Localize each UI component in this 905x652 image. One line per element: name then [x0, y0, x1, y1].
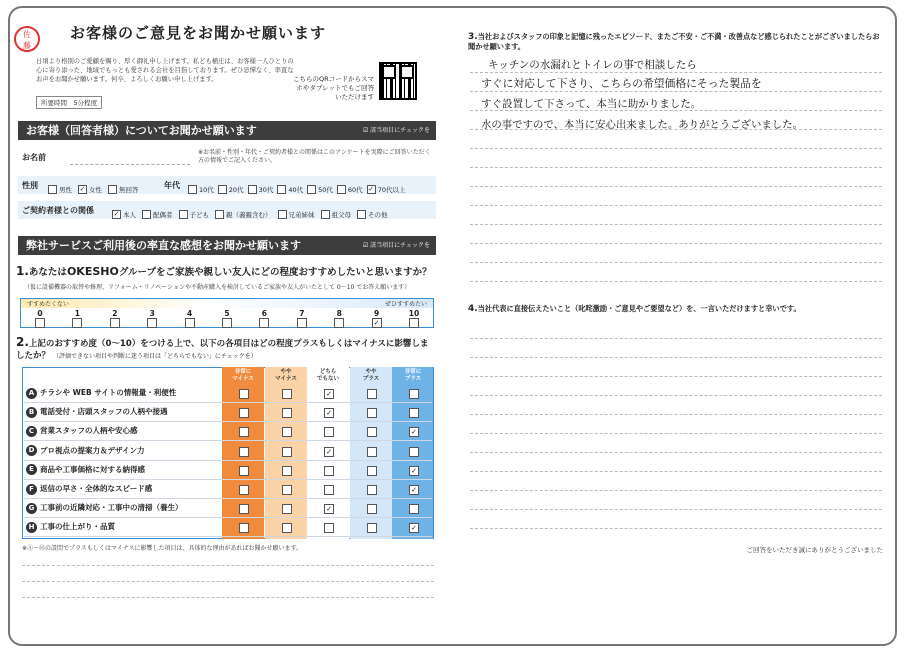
q1-text-pre: あなたは: [28, 267, 67, 278]
q2-title: [16, 336, 436, 363]
rating-checkbox[interactable]: [409, 389, 419, 399]
rating-checkbox[interactable]: [282, 447, 292, 457]
age-label: 年代: [164, 181, 180, 190]
rating-checkbox[interactable]: [282, 389, 292, 399]
answer-line: [470, 357, 882, 358]
checkbox[interactable]: [357, 210, 366, 219]
section1-header: [18, 121, 436, 140]
rating-checkbox[interactable]: [367, 504, 377, 514]
stamp-char: 藤: [23, 41, 31, 50]
answer-line: [470, 186, 882, 187]
rating-checkbox[interactable]: [239, 466, 249, 476]
gender-label: 性別: [22, 181, 38, 190]
checkbox-label: 40代: [288, 186, 304, 194]
checkbox-label: 70代以上: [377, 186, 406, 194]
answer-line: [470, 452, 882, 453]
answer-line: [470, 414, 882, 415]
answer-line: [470, 148, 882, 149]
rating-checkbox[interactable]: [324, 466, 334, 476]
item-label: 工事前の近隣対応・工事中の清掃（養生）: [40, 503, 183, 513]
q4-text: 当社代表に直接伝えたいこと（叱咤激励・ご意見やご要望など）を、一言いただけますと幸いです。: [477, 304, 801, 313]
rating-checkbox[interactable]: [409, 408, 419, 418]
rating-checkbox[interactable]: ✓: [324, 447, 334, 457]
q2-number: 2.: [16, 335, 29, 349]
section1-note: ☑ 該当項目にチェックを: [362, 127, 430, 134]
rating-checkbox[interactable]: [324, 485, 334, 495]
checkbox-label: 配偶者: [153, 211, 173, 219]
stamp-char: 佐: [23, 30, 31, 39]
rating-item: [26, 463, 145, 477]
item-letter-badge: B: [26, 407, 37, 418]
rating-checkbox[interactable]: [282, 485, 292, 495]
q1-subtext: （仮に設備機器の取替や修理、リフォーム・リノベーションや不動産購入を検討しているご家族や友人がいたとして 0〜10 でお答え願います）: [24, 284, 411, 291]
form-title: お客様のご意見をお聞かせ願います: [70, 24, 327, 42]
rating-checkbox[interactable]: ✓: [324, 408, 334, 418]
scale-checkbox[interactable]: [334, 318, 344, 328]
checkbox-label: 兄弟姉妹: [288, 211, 315, 219]
answer-line: [470, 224, 882, 225]
stamp-seal: [14, 26, 40, 52]
row-divider: [24, 479, 432, 480]
answer-line: [470, 338, 882, 339]
checkbox-label: 20代: [228, 186, 244, 194]
item-letter-badge: E: [26, 464, 37, 475]
scale-number: 6: [261, 309, 267, 318]
rating-item: [26, 482, 152, 496]
rating-checkbox[interactable]: [239, 408, 249, 418]
checkbox-label: 子ども: [189, 211, 209, 219]
checkbox[interactable]: [188, 185, 197, 194]
item-label: 商品や工事価格に対する納得感: [40, 464, 145, 474]
rating-column-header: やや プラス: [362, 369, 380, 382]
item-label: 営業スタッフの人柄や安心感: [40, 426, 138, 436]
checkbox-label: その他: [368, 211, 388, 219]
checkbox[interactable]: [321, 210, 330, 219]
row-divider: [24, 536, 432, 537]
rating-item: [26, 501, 183, 515]
checkbox[interactable]: [218, 185, 227, 194]
row-divider: [24, 421, 432, 422]
intro-text: 日頃より格別のご愛顧を賜り、厚く御礼申し上げます。私ども桶庄は、お客様一人ひとりの心に寄り添った、地域でもっとも愛される会社を目指しております。ぜひ忌憚なく、率直なお声をお聞かせ願います。何卒、よろしくお願い申し上げます。: [36, 58, 294, 83]
q1-number: 1.: [16, 264, 29, 278]
answer-line: [470, 281, 882, 282]
scale-number: 10: [408, 309, 420, 318]
checkbox[interactable]: [215, 210, 224, 219]
item-label: 電話受付・店頭スタッフの人柄や接遇: [40, 407, 168, 417]
item-label: チラシや WEB サイトの情報量・利便性: [40, 388, 177, 397]
checkbox[interactable]: [277, 185, 286, 194]
rating-column-header: やや マイナス: [275, 369, 297, 382]
answer-line: [470, 376, 882, 377]
rating-column-header: 非常に マイナス: [232, 369, 254, 382]
age-options: [188, 179, 409, 198]
row-divider: [24, 498, 432, 499]
checkbox[interactable]: [142, 210, 151, 219]
rating-checkbox[interactable]: ✓: [409, 485, 419, 495]
rating-checkbox[interactable]: ✓: [409, 466, 419, 476]
scale-checkbox[interactable]: [297, 318, 307, 328]
checkbox-label: 無回答: [119, 186, 139, 194]
scale-checkbox[interactable]: [72, 318, 82, 328]
rating-checkbox[interactable]: ✓: [324, 389, 334, 399]
scale-number: 7: [299, 309, 305, 318]
item-label: 工事の仕上がり・品質: [40, 522, 115, 532]
answer-line: [22, 581, 434, 582]
rating-checkbox[interactable]: [367, 485, 377, 495]
item-letter-badge: D: [26, 445, 37, 456]
item-label: プロ視点の提案力＆デザイン力: [40, 445, 145, 455]
answer-line: [470, 167, 882, 168]
gender-options: [48, 179, 145, 198]
scale-right-label: ぜひすすめたい: [384, 301, 427, 308]
answer-line: [470, 262, 882, 263]
q2-subtext: （評価できない項目や判断に迷う項目は「どちらでもない」にチェックを）: [52, 353, 257, 360]
rating-checkbox[interactable]: [367, 389, 377, 399]
checkbox-label: 30代: [258, 186, 274, 194]
rating-checkbox[interactable]: [282, 523, 292, 533]
item-letter-badge: F: [26, 484, 37, 495]
answer-line: [22, 597, 434, 598]
rating-checkbox[interactable]: [282, 408, 292, 418]
brand-name: OKESHO: [66, 265, 119, 278]
name-field[interactable]: [70, 164, 190, 165]
checkbox-label: 男性: [59, 186, 72, 194]
q1-title: [16, 264, 432, 278]
rating-item: [26, 520, 115, 534]
relation-label: ご契約者様との関係: [22, 206, 94, 215]
scale-checkbox[interactable]: [409, 318, 419, 328]
section2-title: 弊社サービスご利用後の率直な感想をお聞かせ願います: [26, 239, 301, 252]
q3-title: [468, 32, 884, 52]
qr-caption: こちらのQRコードからスマホやタブレットでもご回答いただけます: [292, 75, 374, 101]
checkbox[interactable]: [108, 185, 117, 194]
section2-header: [18, 236, 436, 255]
rating-item: [26, 386, 176, 400]
answer-line: [470, 433, 882, 434]
rating-checkbox[interactable]: [409, 504, 419, 514]
checkbox-label: 女性: [89, 186, 102, 194]
rating-checkbox[interactable]: [367, 447, 377, 457]
answer-line: [470, 72, 882, 73]
scale-checkbox[interactable]: [222, 318, 232, 328]
rating-checkbox[interactable]: [282, 427, 292, 437]
scale-checkbox[interactable]: ✓: [372, 318, 382, 328]
q1-text-post: グループをご家族や親しい友人にどの程度おすすめしたいと思いますか？: [118, 267, 432, 278]
rating-item: [26, 444, 144, 458]
checkbox-label: 祖父母: [331, 211, 351, 219]
checkbox[interactable]: [337, 185, 346, 194]
name-label: お名前: [22, 153, 46, 162]
rating-column-header: 非常に プラス: [404, 369, 422, 382]
rating-checkbox[interactable]: [324, 523, 334, 533]
answer-line: [470, 509, 882, 510]
rating-checkbox[interactable]: [282, 504, 292, 514]
item-label: 返信の早さ・全体的なスピード感: [40, 484, 153, 493]
item-letter-badge: G: [26, 503, 37, 514]
rating-checkbox[interactable]: [367, 466, 377, 476]
handwritten-answer-line: キッチンの水漏れとトイレの事で相談したら: [488, 59, 697, 71]
answer-line: [470, 243, 882, 244]
checkbox-label: 60代: [347, 186, 363, 194]
scale-checkbox[interactable]: [35, 318, 45, 328]
answer-line: [22, 565, 434, 566]
rating-checkbox[interactable]: ✓: [409, 427, 419, 437]
scale-checkbox[interactable]: [259, 318, 269, 328]
section2-note: ☑ 該当項目にチェックを: [362, 242, 430, 249]
rating-checkbox[interactable]: [239, 447, 249, 457]
scale-checkbox[interactable]: [110, 318, 120, 328]
q3-text: 当社およびスタッフの印象と記憶に残ったエピソード、またご不安・ご不満・改善点など感じられたことがございましたらお聞かせ願います。: [468, 32, 880, 51]
checkbox-label: 本人: [123, 211, 136, 219]
handwritten-answer-line: すぐ設置して下さって、本当に助かりました。: [481, 98, 702, 110]
scale-checkbox[interactable]: [185, 318, 195, 328]
handwritten-answer-line: すぐに対応して下さり、こちらの希望価格にそった製品を: [481, 77, 762, 90]
answer-line: [470, 490, 882, 491]
time-required: 所要時間 5分程度: [36, 96, 102, 109]
rating-checkbox[interactable]: [367, 427, 377, 437]
rating-checkbox[interactable]: [239, 485, 249, 495]
scale-number: 4: [186, 309, 193, 318]
rating-checkbox[interactable]: [239, 389, 249, 399]
checkbox-label: 親（義親含む）: [226, 211, 272, 219]
scale-number: 3: [149, 309, 155, 318]
rating-checkbox[interactable]: [409, 447, 419, 457]
scale-number: 9: [373, 309, 380, 318]
q4-title: [468, 304, 884, 314]
rating-checkbox[interactable]: [367, 523, 377, 533]
privacy-note: ※お名前・性別・年代・ご契約者様との関係はこのアンケートを実際にご回答いただく方の情報でご記入ください。: [198, 149, 431, 164]
q4-number: 4.: [468, 304, 478, 314]
q2-footnote: ※Ⓐ〜Ⓗの設問でプラスもしくはマイナスに影響した項目は、具体的な理由があればお聞かせ願います。: [22, 545, 303, 552]
checkbox[interactable]: [48, 185, 57, 194]
checkbox[interactable]: [179, 210, 188, 219]
item-letter-badge: A: [26, 388, 37, 399]
rating-item: [26, 424, 138, 438]
checkbox[interactable]: ✓: [79, 185, 86, 193]
answer-line: [470, 91, 882, 92]
row-divider: [24, 517, 432, 518]
answer-line: [470, 528, 882, 529]
q3-number: 3.: [468, 32, 478, 42]
checkbox[interactable]: [248, 185, 257, 194]
scale-number: 8: [336, 309, 342, 318]
checkbox-label: 10代: [199, 186, 214, 194]
answer-line: [470, 205, 882, 206]
checkbox[interactable]: [307, 185, 316, 194]
rating-item: [26, 405, 168, 419]
scale-left-label: すすめたくない: [27, 301, 70, 308]
checkbox-label: 50代: [318, 186, 333, 194]
checkbox[interactable]: ✓: [368, 185, 375, 193]
scale-number: 0: [37, 309, 43, 318]
rating-checkbox[interactable]: ✓: [409, 523, 419, 533]
handwritten-answer-line: 水の事ですので、本当に安心出来ました。ありがとうございました。: [481, 119, 803, 131]
item-letter-badge: C: [26, 426, 37, 437]
scale-checkbox[interactable]: [147, 318, 157, 328]
rating-checkbox[interactable]: [239, 504, 249, 514]
relation-options: [112, 204, 394, 223]
row-divider: [24, 440, 432, 441]
rating-checkbox[interactable]: [282, 466, 292, 476]
answer-line: [470, 471, 882, 472]
answer-line: [470, 395, 882, 396]
rating-checkbox[interactable]: [367, 408, 377, 418]
scale-number: 2: [112, 309, 118, 318]
rating-checkbox[interactable]: ✓: [324, 504, 334, 514]
checkbox[interactable]: ✓: [113, 210, 120, 218]
rating-checkbox[interactable]: [324, 427, 334, 437]
qr-code-icon[interactable]: [379, 62, 417, 100]
rating-column-header: どちら でもない: [316, 369, 339, 382]
thanks-message: ご回答をいただき誠にありがとうございました: [746, 546, 883, 554]
rating-checkbox[interactable]: [239, 523, 249, 533]
item-letter-badge: H: [26, 522, 37, 533]
section1-title: お客様（回答者様）についてお聞かせ願います: [26, 124, 257, 137]
q2-text: 上記のおすすめ度（0〜10）をつける上で、以下の各項目はどの程度プラスもしくはマイナスに影響しましたか？: [16, 339, 429, 361]
checkbox[interactable]: [278, 210, 287, 219]
scale-number: 5: [224, 309, 230, 318]
scale-number: 1: [74, 309, 80, 318]
row-divider: [24, 460, 432, 461]
row-divider: [24, 402, 432, 403]
rating-checkbox[interactable]: [239, 427, 249, 437]
